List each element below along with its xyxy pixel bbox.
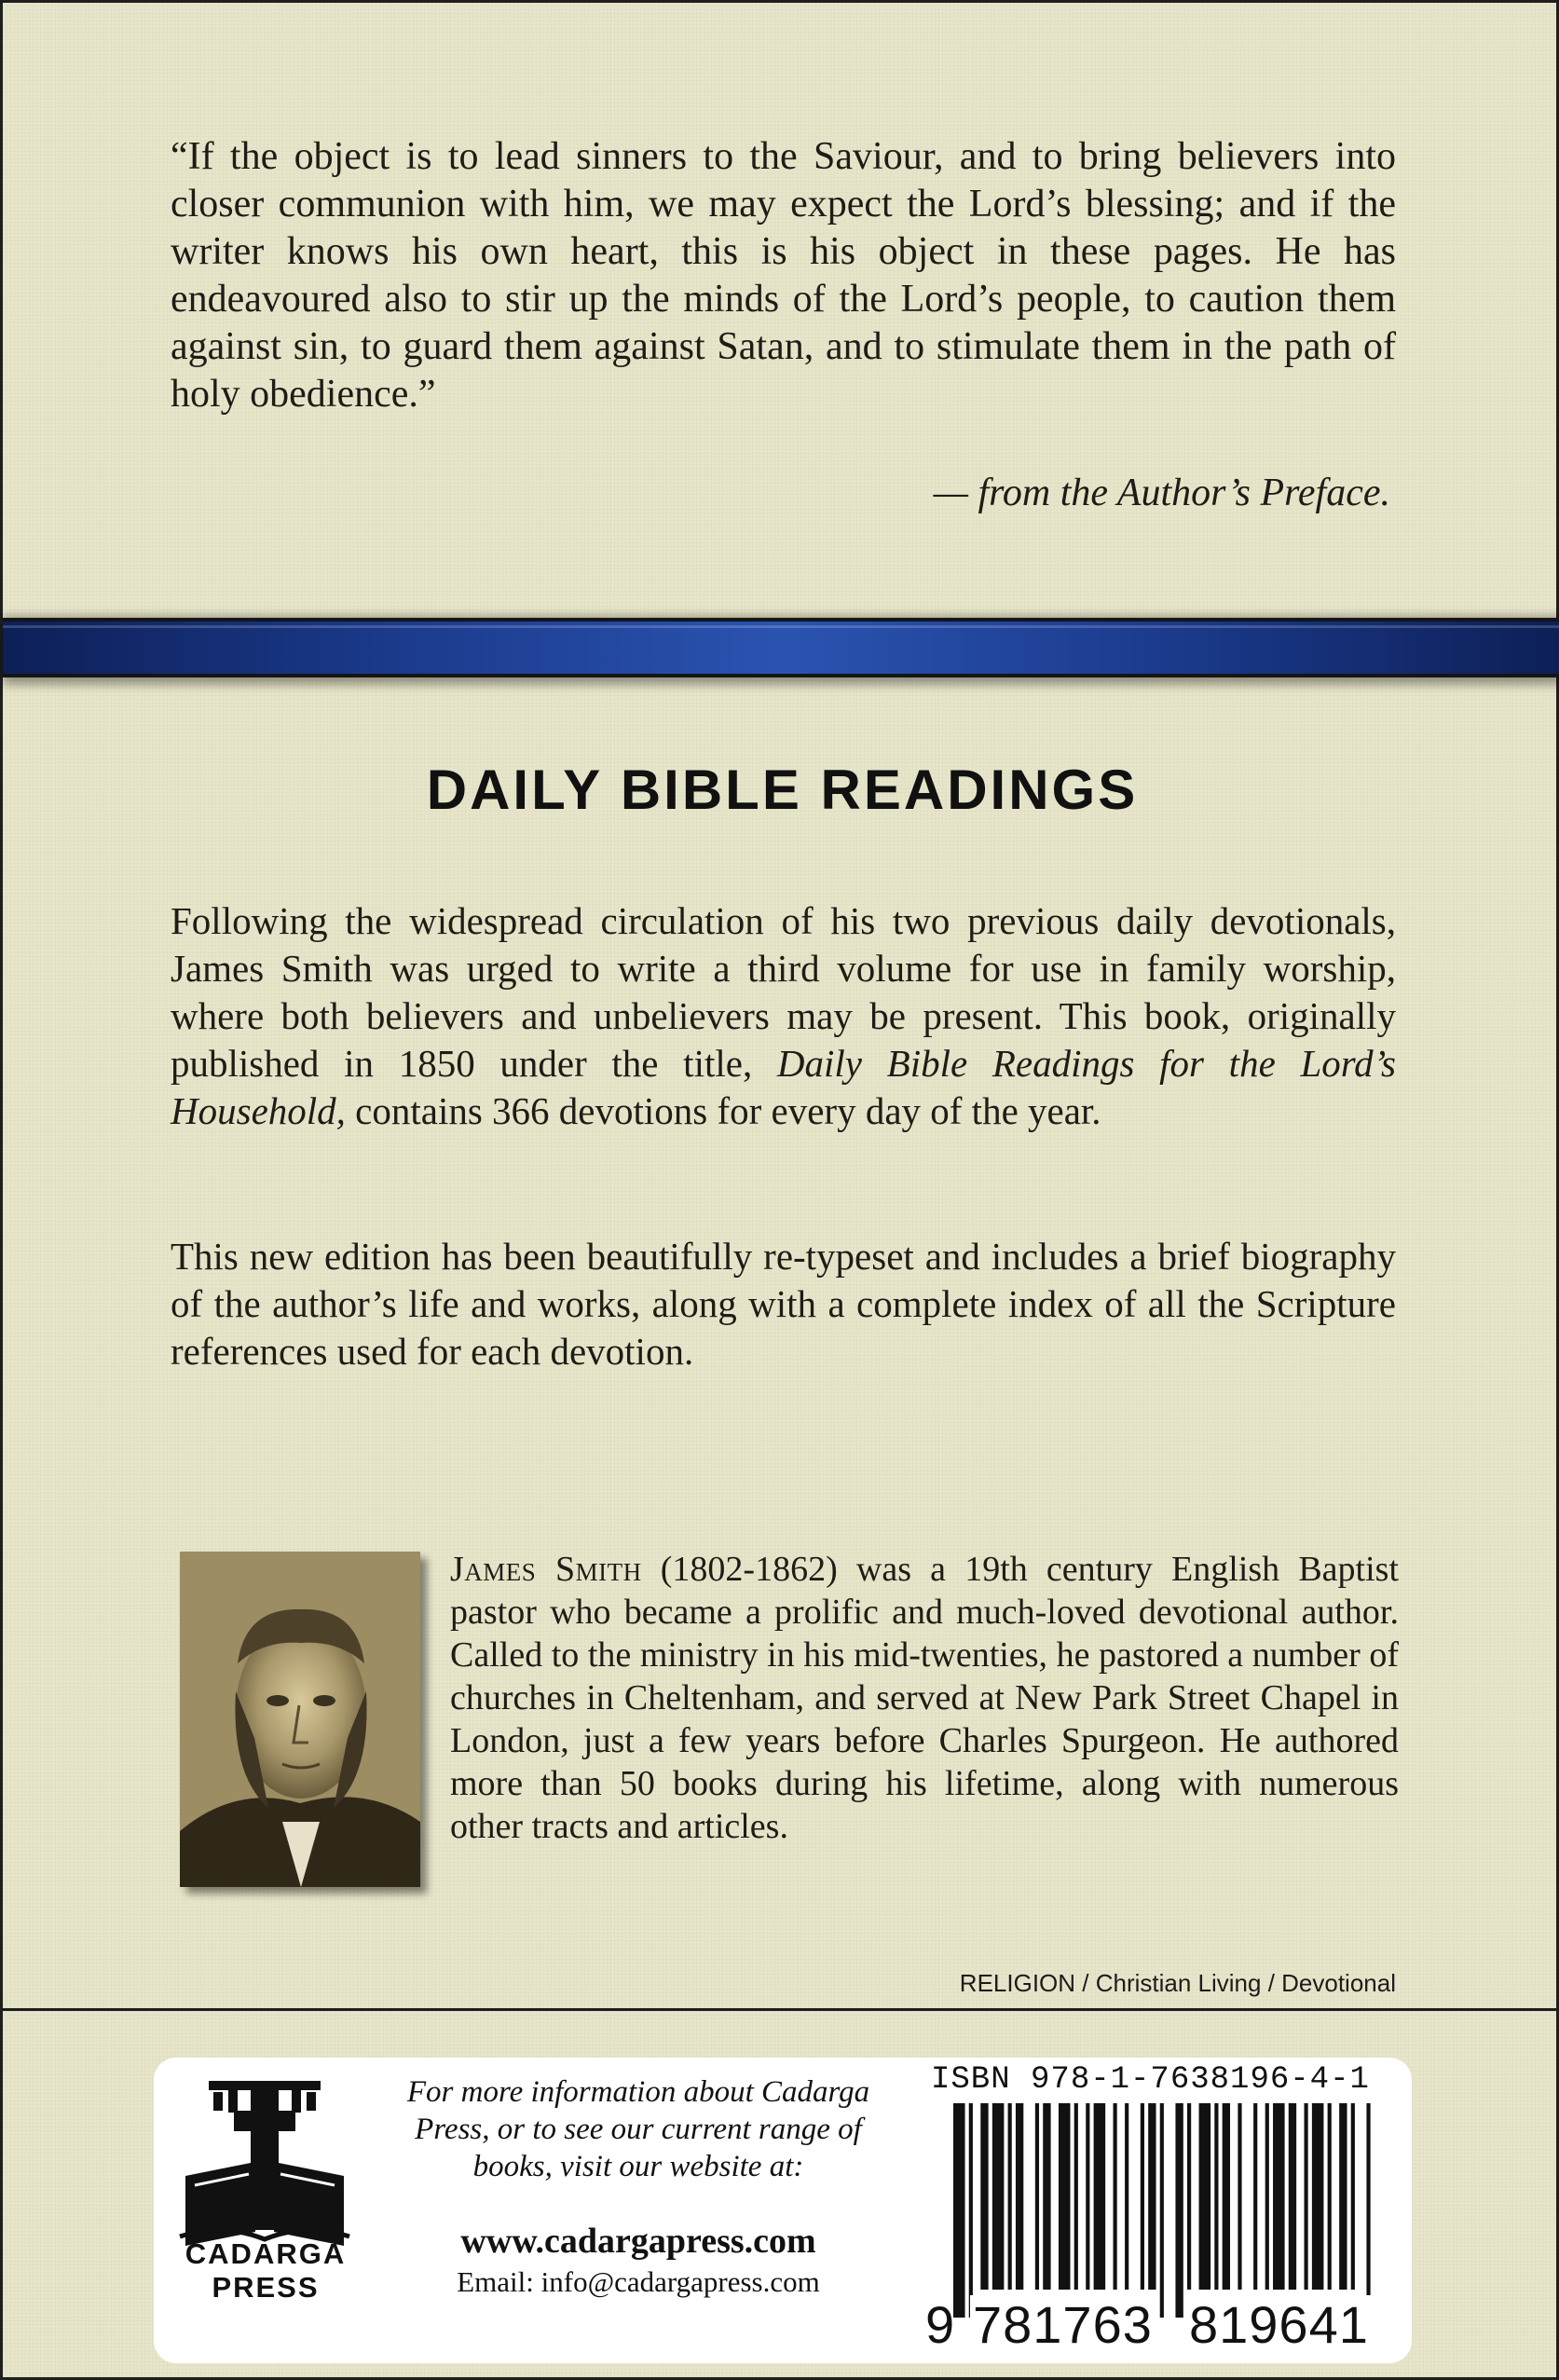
quote-attribution: — from the Author’s Preface. — [933, 472, 1390, 514]
description-text-end: contains 366 devotions for every day of the year. — [345, 1089, 1101, 1132]
barcode-bar — [1074, 2103, 1078, 2290]
barcode-bar — [1289, 2103, 1296, 2290]
barcode-bar — [1114, 2103, 1117, 2290]
barcode-bar — [1366, 2103, 1370, 2318]
category-label: RELIGION / Christian Living / Devotional — [959, 1969, 1396, 1997]
description-text: Following the widespread circulation of his two previous daily devotionals, James Smith was urged to write a third volume for use in family worship, where both believers and unbelievers may be present. This book, originally published in 1850 under the title, — [171, 899, 1396, 1085]
barcode-bar — [992, 2103, 1005, 2290]
barcode-bar — [1305, 2103, 1308, 2290]
barcode-bar — [1016, 2103, 1023, 2290]
barcode-bar — [1199, 2103, 1211, 2290]
isbn-label: ISBN 978-1-7638196-4-1 — [931, 2062, 1370, 2098]
barcode-bar — [1035, 2103, 1039, 2290]
portrait-engraving — [180, 1552, 420, 1887]
barcode-bar — [1043, 2103, 1050, 2290]
barcode-bar — [1148, 2103, 1156, 2290]
band-highlight — [3, 625, 1559, 628]
barcode-bar — [1086, 2103, 1089, 2290]
publisher-email[interactable]: Email: info@cadargapress.com — [457, 2265, 820, 2298]
barcode-bar — [1094, 2103, 1106, 2290]
isbn-barcode — [953, 2103, 1378, 2318]
barcode-bar — [1253, 2103, 1257, 2290]
barcode-bar — [969, 2103, 973, 2318]
author-name: James Smith — [450, 1550, 642, 1589]
barcode-group-left: 781763 — [970, 2295, 1156, 2354]
barcode-digit-first: 9 — [925, 2295, 956, 2354]
barcode-bar — [1059, 2103, 1071, 2290]
author-bio-text: (1802-1862) was a 19th century English Baptist pastor who became a prolific and much-loved devotional author. Called to the ministry in his mid-twenties, he pastored a number of churches in Cheltenham, and served at New Park Street Chapel in London, just a few years before Charles Spurgeon. He authored more than 50 books during his lifetime, along with numerous other tracts and articles. — [450, 1550, 1400, 1846]
description-paragraph-2: This new edition has been beautifully re-typeset and includes a brief biography of the author’s life and works, along with a complete index of all the Scripture references used for each devotion. — [171, 1235, 1396, 1373]
barcode-bar — [1187, 2103, 1191, 2290]
barcode-bar — [1008, 2103, 1012, 2290]
original-title: Daily Bible Readings for the Lord’s Household, — [171, 1042, 1397, 1132]
author-bio — [450, 1548, 1399, 1848]
barcode-bar — [1328, 2103, 1332, 2290]
logo-line-1: CADARGA — [185, 2237, 347, 2270]
logo-line-2: PRESS — [212, 2271, 320, 2304]
barcode-bar — [1339, 2103, 1347, 2290]
preface-quote: “If the object is to lead sinners to the Saviour, and to bring believers into closer communion with him, we may expect the Lord’s blessing; and if the writer knows his own heart, this is his object in these pages. He has endeavoured also to stir up the minds of the Lord’s people, to caution them against sin, to guard them against Satan, and to stimulate them in the path of holy obedience.” — [171, 135, 1396, 416]
barcode-bar — [1223, 2103, 1230, 2290]
logo-wordmark — [167, 2237, 364, 2305]
publisher-website-link[interactable]: www.cadargapress.com — [460, 2222, 816, 2261]
barcode-bar — [1265, 2103, 1269, 2290]
barcode-bar — [1214, 2103, 1218, 2290]
barcode-bar — [1125, 2103, 1128, 2290]
barcode-bar — [1175, 2103, 1183, 2318]
barcode-bar — [1160, 2103, 1164, 2318]
publisher-info: For more information about Cadarga Press, or to see our current range of books, visit our website at: — [406, 2075, 870, 2183]
author-portrait — [180, 1552, 420, 1887]
barcode-bar — [1273, 2103, 1285, 2290]
barcode-bar — [1238, 2103, 1241, 2290]
barcode-bar — [1141, 2103, 1144, 2290]
book-title: DAILY BIBLE READINGS — [426, 759, 1139, 821]
barcode-group-right: 819641 — [1186, 2295, 1372, 2354]
footer-rule — [3, 2008, 1559, 2011]
barcode-bar — [1312, 2103, 1324, 2290]
barcode-bar — [1351, 2103, 1355, 2290]
barcode-number — [925, 2297, 1410, 2353]
barcode-bar — [953, 2103, 965, 2318]
barcode-bar — [980, 2103, 988, 2290]
description-paragraph-1 — [171, 897, 1396, 1135]
